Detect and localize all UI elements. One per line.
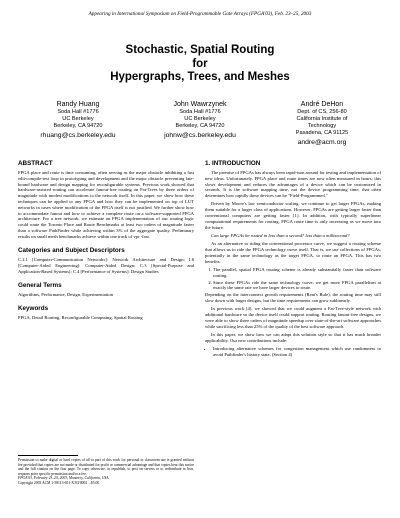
paper-title: [0, 44, 400, 85]
author-affiliation: Pasadena, CA 91125: [295, 130, 349, 136]
intro-heading: 1. INTRODUCTION: [205, 160, 261, 167]
author-affiliation: Berkeley, CA 94720: [175, 123, 225, 129]
author-name: André DeHon: [300, 101, 344, 108]
keywords-text: FPGA, Detail Routing, Reconfigurable Computing, Spatial Routing: [18, 315, 143, 321]
right-column: [205, 160, 381, 359]
general-terms-text: Algorithms, Performance, Design, Experimentation: [18, 291, 113, 297]
intro-paragraph: As an alternative to riding the conventional processor curve, we suggest a routing scheme that allows us to ride the FPGA technology curve itself. That is, we use collections of FPGAs, potentially in the same technology as the target FPGA, to route an FPGA. This has two benefits:: [205, 241, 381, 264]
rights-text: Copyright 2003 ACM 1-58113-651-X/03/0002 ...$5.00.: [18, 480, 101, 485]
intro-paragraph: In this paper, we show how we can adapt this solution style so that it has much broader applicability. Our new contributions include:: [205, 331, 381, 343]
categories-text: C.2.1 [Computer-Communication Networks]: Network Architecture and Design; I.6 [Computer-Aided Engineering]: Computer-Aided Design; C.3 [Special-Purpose and Application-Based Systems]; C.4 [Performance of Systems]: Design Studies: [18, 257, 194, 274]
author-1: [18, 100, 138, 147]
intro-paragraph: In previous work [4], we showed that we could augment a Fat-Tree-style network with additional hardware so the device itself could support routing. Routing fanout-free designs, we were able to show three orders of magnitude speedup over state-of-the-art software approaches while sacrificing less than 25% of the quality of the best software approach.: [205, 306, 381, 329]
list-item: • Introducing alternative schemes for congestion management which use randomness to avoid Pathfinder's history state. (Section 4): [213, 346, 381, 358]
author-3: [262, 100, 382, 147]
contributions-list: [205, 346, 381, 358]
author-2: [140, 100, 260, 147]
categories-heading: Categories and Subject Descriptors: [18, 247, 125, 255]
author-affiliation: UC Berkeley: [62, 116, 94, 122]
intro-paragraph: The promise of FPGAs has always been rapid-turn around for testing and implementation of new ideas. Unfortunately, FPGA place and route times are now often measured in hours; this slows development and reduces the advantages of a device which can be customized in seconds. It is the software mapping time, not the device programming time, that often determines how rapidly these devices can be "Field-Programmed.": [205, 170, 381, 199]
benefits-list: [205, 267, 381, 291]
author-email[interactable]: rhuang@cs.berkeley.edu: [40, 132, 116, 139]
author-block: [18, 100, 382, 147]
venue-text: FPGA'03, February 23–25, 2003, Monterey, California, USA.: [18, 476, 110, 480]
author-name: John Wawrzynek: [173, 101, 227, 108]
abstract-text: FPGA place and route is time consuming, often serving as the major obstacle inhibiting a fast edit-compile-test loop in prototyping and development and the major obstacle preventing late-bound hardware and design mapping for reconfigurable systems. Previous work showed that hardware-assisted routing can accelerate fanout-free routing on Fat-Trees by three orders of magnitude with modest modifications to the network itself. In this paper, we show how these techniques can be applied to any FPGA and how they can be implemented on top of LUT networks in cases where modification of the FPGA itself is not justified. We further show how to accommodate fanout and how to achieve a complete route on a software-supported FPGA architecture. For a tree network, we estimate an FPGA implementation of our routing logic could route the Toronto Place and Route Benchmarks at least two orders of magnitude faster than a software PathFinder while achieving within 3% of the aggregate quality. Preliminary results on small mesh benchmarks achieve within one track of vpr -fast.: [18, 170, 194, 239]
author-affiliation: Soda Hall #1776: [57, 109, 99, 115]
abstract-heading: ABSTRACT: [18, 160, 53, 167]
general-terms-heading: General Terms: [18, 281, 62, 289]
title-line: for: [192, 57, 208, 70]
copyright-notice: [18, 455, 194, 485]
author-affiliation: UC Berkeley: [184, 116, 216, 122]
left-column: [18, 160, 194, 324]
author-email[interactable]: johnw@cs.berkeley.edu: [164, 132, 236, 139]
running-head: Appearing in International Symposium on Field-Programmable Gate Arrays (FPGA'03), Feb. 23–25, 2003: [88, 11, 312, 17]
author-affiliation: Soda Hall #1776: [179, 109, 221, 115]
author-name: Randy Huang: [56, 101, 100, 108]
title-line: Stochastic, Spatial Routing: [125, 44, 275, 56]
intro-paragraph: Depending on the interconnect growth requirements (Rent's Rule), the routing time may still slow down with larger designs, but the time requirements can grow sublinearly.: [205, 292, 381, 303]
author-affiliation: Berkeley, CA 94720: [53, 123, 103, 129]
keywords-heading: Keywords: [18, 305, 49, 313]
title-line: Hypergraphs, Trees, and Meshes: [110, 71, 290, 83]
intro-question: Can large FPGAs be routed in less than a second? less than a millisecond?: [211, 232, 350, 238]
list-item: 1. The parallel, spatial FPGA routing scheme is already substantially faster than software routing.: [213, 267, 381, 279]
author-affiliation: California Institute of: [296, 116, 348, 122]
author-affiliation: Technology: [307, 123, 337, 129]
footnote-rule: [18, 455, 78, 456]
intro-paragraph: Driven by Moore's law semiconductor scaling, we continue to get larger FPGAs, making them suitable for a larger class of applications. However, FPGAs are getting larger faster than conventional computers are getting faster [1]. In addition, with typically superlinear computational requirements for routing, FPGA route time is only increasing as we move into the future.: [205, 201, 381, 230]
permission-text: Permission to make digital or hard copies of all or part of this work for personal or classroom use is granted without fee provided that copies are not made or distributed for profit or commercial advantage and that copies bear this notice and the full citation on the first page. To copy otherwise, to republish, to post on servers or to redistribute to lists, requires prior specific permission and/or a fee.: [18, 458, 194, 476]
author-affiliation: Dept. of CS, 256-80: [297, 109, 347, 115]
list-item: 2. Since these FPGAs ride the same technology curve, we get more FPGA parallelism at exactly the same rate we have larger devices to route.: [213, 280, 381, 292]
author-email[interactable]: andre@acm.org: [297, 139, 347, 146]
